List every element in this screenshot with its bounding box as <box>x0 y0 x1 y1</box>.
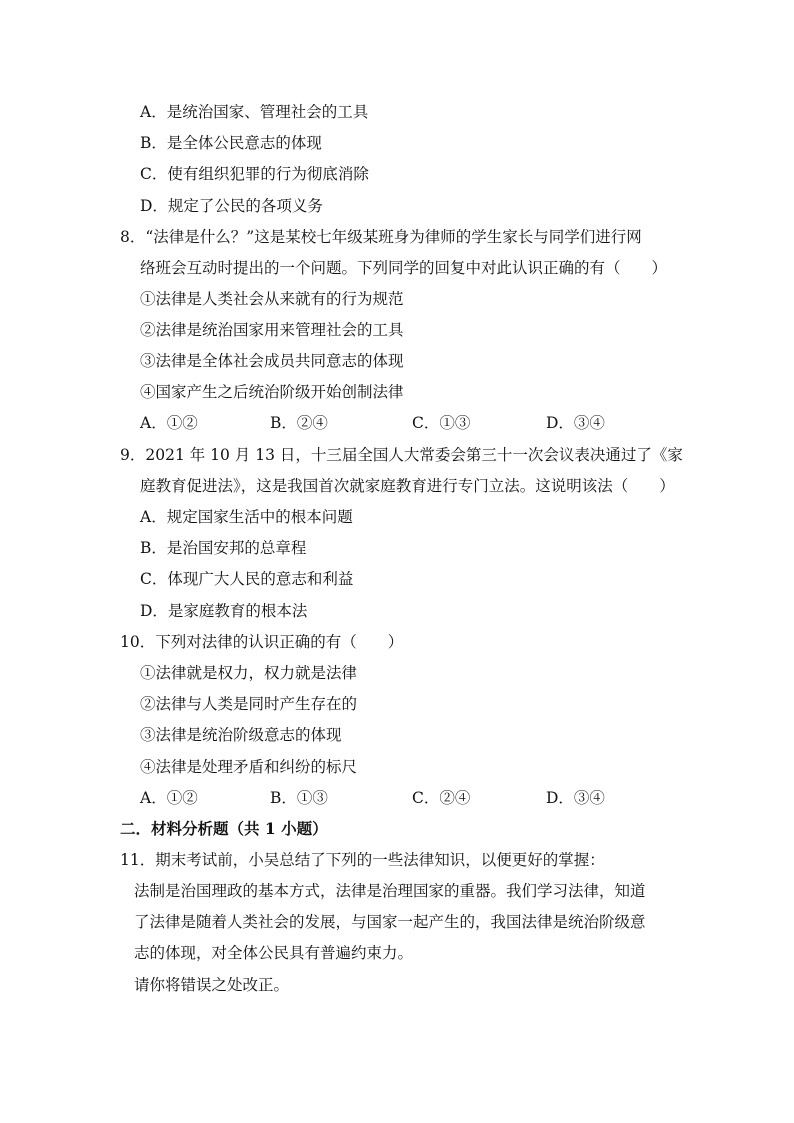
q10-choice-c: C．②④ <box>412 789 471 807</box>
q9-option-d: D．是家庭教育的根本法 <box>140 602 308 620</box>
q8-choice-b: B．②④ <box>270 414 328 432</box>
q7-option-d: D．规定了公民的各项义务 <box>140 197 323 215</box>
q8-statement-2: ②法律是统治国家用来管理社会的工具 <box>140 321 404 339</box>
q10-choices <box>0 787 794 809</box>
q10-choice-b: B．①③ <box>270 789 328 807</box>
q10-statement-3: ③法律是统治阶级意志的体现 <box>140 726 342 744</box>
q10-choice-d: D．③④ <box>546 789 605 807</box>
q11-material-line1: 法制是治国理政的基本方式，法律是治理国家的重器。我们学习法律，知道 <box>134 882 646 900</box>
q9-option-c: C．体现广大人民的意志和利益 <box>140 570 354 588</box>
q9-option-a: A．规定国家生活中的根本问题 <box>140 508 353 526</box>
q8-statement-4: ④国家产生之后统治阶级开始创制法律 <box>140 383 404 401</box>
q8-statement-3: ③法律是全体社会成员共同意志的体现 <box>140 352 404 370</box>
q10-statement-2: ②法律与人类是同时产生存在的 <box>140 695 358 713</box>
q8-choice-c: C．①③ <box>412 414 471 432</box>
q10-choice-a: A．①② <box>140 789 198 807</box>
q11-material-line2: 了法律是随着人类社会的发展，与国家一起产生的，我国法律是统治阶级意 <box>134 913 646 931</box>
q11-stem: 11．期末考试前，小吴总结了下列的一些法律知识，以便更好的掌握： <box>120 851 605 869</box>
q10-stem: 10．下列对法律的认识正确的有（ ） <box>120 633 404 651</box>
q8-choices <box>0 412 794 434</box>
q9-stem-line2: 庭教育促进法》，这是我国首次就家庭教育进行专门立法。这说明该法（ ） <box>140 477 675 495</box>
q8-stem-line1: 8．“法律是什么？”这是某校七年级某班身为律师的学生家长与同学们进行网 <box>120 228 642 246</box>
q11-material-line3: 志的体现，对全体公民具有普遍约束力。 <box>134 944 414 962</box>
q7-option-b: B．是全体公民意志的体现 <box>140 134 322 152</box>
q10-statement-4: ④法律是处理矛盾和纠纷的标尺 <box>140 758 358 776</box>
q11-task: 请你将错误之处改正。 <box>134 976 290 994</box>
q10-statement-1: ①法律就是权力，权力就是法律 <box>140 664 358 682</box>
q7-option-a: A．是统治国家、管理社会的工具 <box>140 103 369 121</box>
q9-option-b: B．是治国安邦的总章程 <box>140 539 307 557</box>
q7-option-c: C．使有组织犯罪的行为彻底消除 <box>140 165 369 183</box>
section-heading: 二．材料分析题（共 1 小题） <box>120 819 328 838</box>
q8-choice-d: D．③④ <box>546 414 605 432</box>
q9-stem-line1: 9．2021 年 10 月 13 日，十三届全国人大常委会第三十一次会议表决通过了《家 <box>120 446 683 464</box>
q8-stem-line2: 络班会互动时提出的一个问题。下列同学的回复中对此认识正确的有（ ） <box>140 259 668 277</box>
q8-choice-a: A．①② <box>140 414 198 432</box>
q8-statement-1: ①法律是人类社会从来就有的行为规范 <box>140 290 404 308</box>
